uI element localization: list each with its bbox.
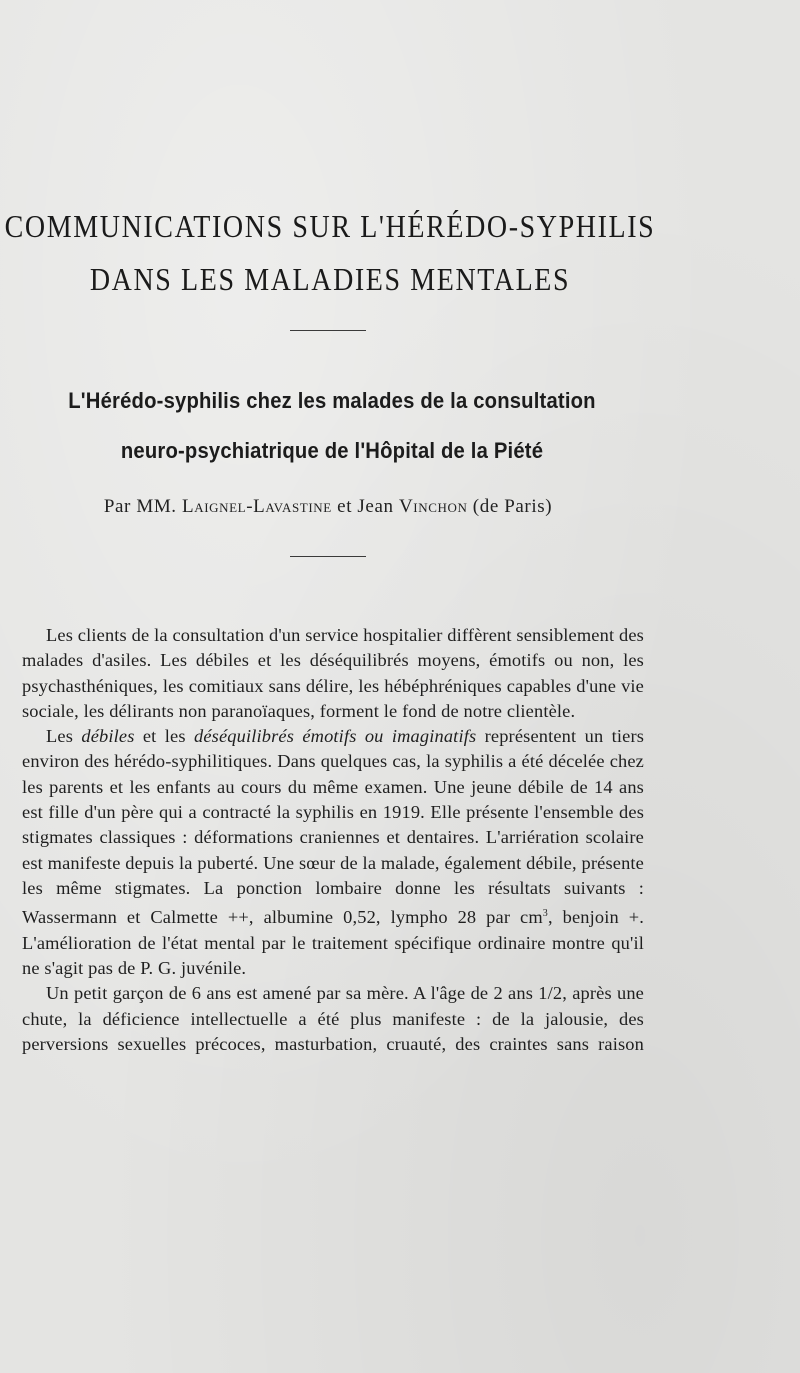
authors-prefix: Par MM. — [103, 496, 177, 517]
text-run: représentent un tiers environ des hérédo-syphilitiques. Dans quelques cas, la syphilis a été décelée chez les parents et les enfants au cours du même examen. Une jeune débile de 14 ans est fille d'un père qui a contracté la syphilis en 1919. Elle présente l'ensemble des stigmates classiques : déformations craniennes et dentaires. L'arriération scolaire est manifeste depuis la puberté. Une sœur de la malade, également débile, présente les même stigmates. La ponction lombaire donne les résultats suivants : Wassermann et Calmette ++, albumine 0,52, lympho 28 par cm — [22, 726, 645, 928]
main-title-line-2: DANS LES MALADIES MENTALES — [89, 263, 571, 298]
paragraph — [22, 724, 644, 981]
author-name: Laignel-Lavastine — [182, 496, 332, 517]
superscript: 3 — [542, 908, 548, 920]
divider-rule — [290, 330, 366, 331]
text-run: et les — [142, 726, 186, 747]
author-name: Vinchon — [398, 496, 468, 517]
article-title-line-1: L'Hérédo-syphilis chez les malades de la consultation — [68, 388, 596, 413]
paragraph: Un petit garçon de 6 ans est amené par sa mère. A l'âge de 2 ans 1/2, après une chute, la déficience intellectuelle a été plus manifeste : de la jalousie, des perversions sexuelles précoces, masturbation, cruauté, des craintes sans raison — [22, 983, 644, 1054]
text-run: , benjoin +. L'amélioration de l'état mental par le traitement spécifique ordinaire montre qu'il ne s'agit pas de P. G. juvénile. — [22, 907, 644, 978]
paragraph: Les clients de la consultation d'un service hospitalier diffèrent sensiblement des malades d'asiles. Les débiles et les déséquilibrés moyens, émotifs ou non, les psychasthéniques, les comitiaux sans délire, les hébéphréniques capables d'une vie sociale, les délirants non paranoïaques, forment le fond de notre clientèle. — [22, 625, 644, 721]
authors-affiliation: (de Paris) — [472, 496, 553, 517]
divider-rule — [290, 556, 366, 557]
authors-middle: et Jean — [337, 496, 394, 517]
text-run: Les — [46, 726, 74, 747]
article-body — [22, 623, 644, 1057]
article-title-line-2: neuro-psychiatrique de l'Hôpital de la Piété — [120, 438, 544, 463]
main-title-line-1: COMMUNICATIONS SUR L'HÉRÉDO-SYPHILIS — [4, 210, 656, 245]
emphasis-text: déséquilibrés émotifs ou imaginatifs — [193, 726, 477, 747]
authors-line — [0, 496, 728, 518]
emphasis-text: débiles — [81, 726, 135, 747]
